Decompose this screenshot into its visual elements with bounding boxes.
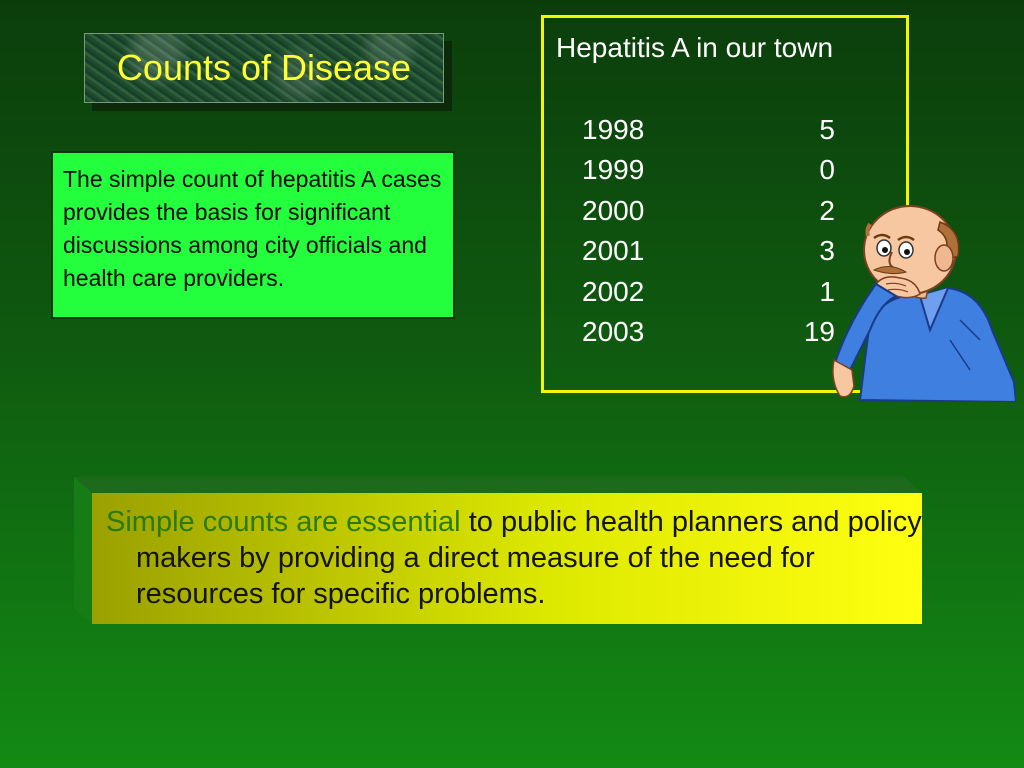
- thinking-man-icon: [830, 200, 1016, 402]
- description-box: [51, 151, 455, 319]
- row-count: 3: [819, 235, 835, 266]
- row-count: 1: [819, 276, 835, 307]
- table-row: [582, 235, 835, 275]
- row-year: 1999: [582, 154, 645, 185]
- table-row: [582, 276, 835, 316]
- row-count: 19: [803, 316, 835, 347]
- callout-rest: to public health planners and policy makers by providing a direct measure of the need for resources for specific problems.: [136, 506, 922, 610]
- description-text: The simple count of hepatitis A cases provides the basis for significant discussions among city officials and health care providers.: [63, 166, 442, 291]
- row-count: 2: [819, 195, 835, 226]
- table-row: [582, 316, 835, 356]
- row-year: 2003: [582, 316, 645, 347]
- row-year: 2000: [582, 195, 645, 226]
- table-title: Hepatitis A in our town: [556, 32, 834, 63]
- row-year: 1998: [582, 114, 645, 145]
- table-row: [582, 154, 835, 194]
- row-count: 5: [819, 114, 835, 145]
- table-row: [582, 195, 835, 235]
- row-year: 2001: [582, 235, 645, 266]
- row-count: 0: [819, 154, 835, 185]
- title-box: [84, 33, 444, 103]
- table-row: [582, 114, 835, 154]
- callout-text: [106, 504, 946, 612]
- callout-highlight: Simple counts are essential: [106, 506, 461, 538]
- page-title: Counts of Disease: [116, 47, 412, 88]
- title-banner: [84, 33, 444, 103]
- row-year: 2002: [582, 276, 645, 307]
